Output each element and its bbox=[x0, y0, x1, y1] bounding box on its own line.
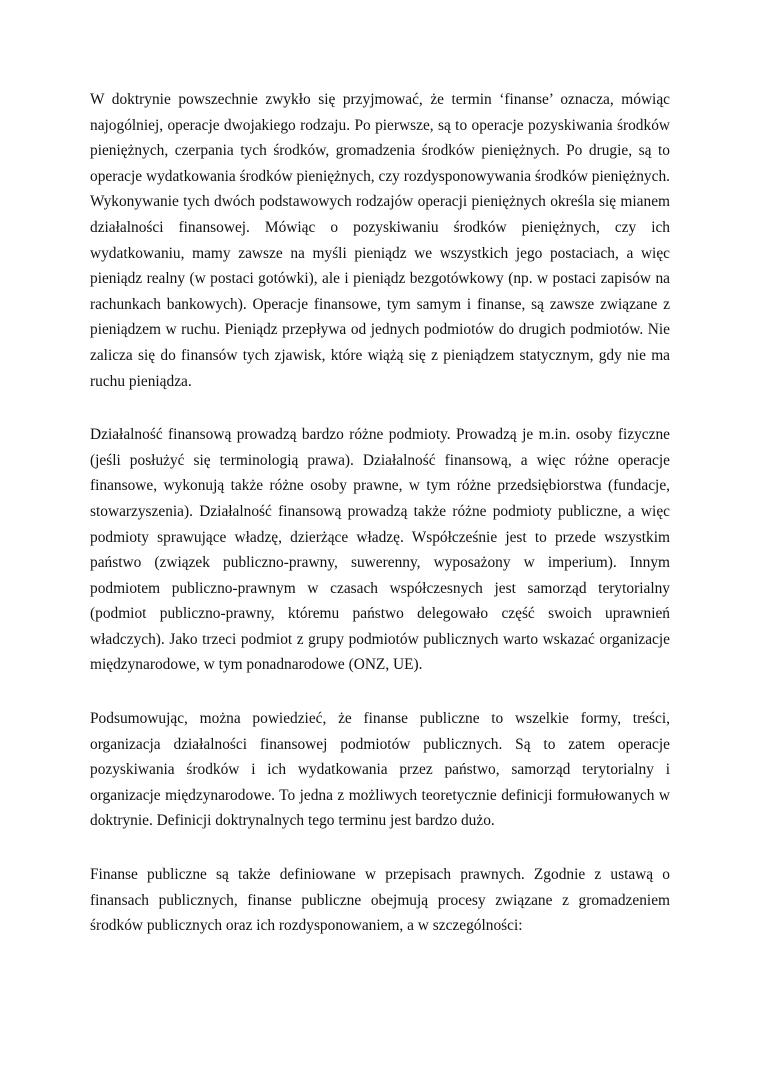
paragraph-2: Działalność finansową prowadzą bardzo różne podmioty. Prowadzą je m.in. osoby fizyczne (jeśli posłużyć się terminologią prawa). Działalność finansową, a więc różne operacje finansowe, wykonują także różne osoby prawne, w tym różne przedsiębiorstwa (fundacje, stowarzyszenia). Działalność finansową prowadzą także różne podmioty publiczne, a więc podmioty sprawujące władzę, dzierżące władzę. Współcześnie jest to przede wszystkim państwo (związek publiczno-prawny, suwerenny, wyposażony w imperium). Innym podmiotem publiczno-prawnym w czasach współczesnych jest samorząd terytorialny (podmiot publiczno-prawny, któremu państwo delegowało część swoich uprawnień władczych). Jako trzeci podmiot z grupy podmiotów publicznych warto wskazać organizacje międzynarodowe, w tym ponadnarodowe (ONZ, UE). bbox=[90, 426, 670, 674]
paragraph-4: Finanse publiczne są także definiowane w przepisach prawnych. Zgodnie z ustawą o finansach publicznych, finanse publiczne obejmują procesy związane z gromadzeniem środków publicznych oraz ich rozdysponowaniem, a w szczególności: bbox=[90, 866, 670, 935]
document-page bbox=[90, 87, 670, 967]
paragraph-3: Podsumowując, można powiedzieć, że finanse publiczne to wszelkie formy, treści, organizacja działalności finansowej podmiotów publicznych. Są to zatem operacje pozyskiwania środków i ich wydatkowania przez państwo, samorząd terytorialny i organizacje międzynarodowe. To jedna z możliwych teoretycznie definicji formułowanych w doktrynie. Definicji doktrynalnych tego terminu jest bardzo dużo. bbox=[90, 710, 670, 830]
paragraph-1: W doktrynie powszechnie zwykło się przyjmować, że termin ‘finanse’ oznacza, mówiąc najogólniej, operacje dwojakiego rodzaju. Po pierwsze, są to operacje pozyskiwania środków pieniężnych, czerpania tych środków, gromadzenia środków pieniężnych. Po drugie, są to operacje wydatkowania środków pieniężnych, czy rozdysponowywania środków pieniężnych. Wykonywanie tych dwóch podstawowych rodzajów operacji pieniężnych określa się mianem działalności finansowej. Mówiąc o pozyskiwaniu środków pieniężnych, czy ich wydatkowaniu, mamy zawsze na myśli pieniądz we wszystkich jego postaciach, a więc pieniądz realny (w postaci gotówki), ale i pieniądz bezgotówkowy (np. w postaci zapisów na rachunkach bankowych). Operacje finansowe, tym samym i finanse, są zawsze związane z pieniądzem w ruchu. Pieniądz przepływa od jednych podmiotów do drugich podmiotów. Nie zalicza się do finansów tych zjawisk, które wiążą się z pieniądzem statycznym, gdy nie ma ruchu pieniądza. bbox=[90, 91, 670, 390]
